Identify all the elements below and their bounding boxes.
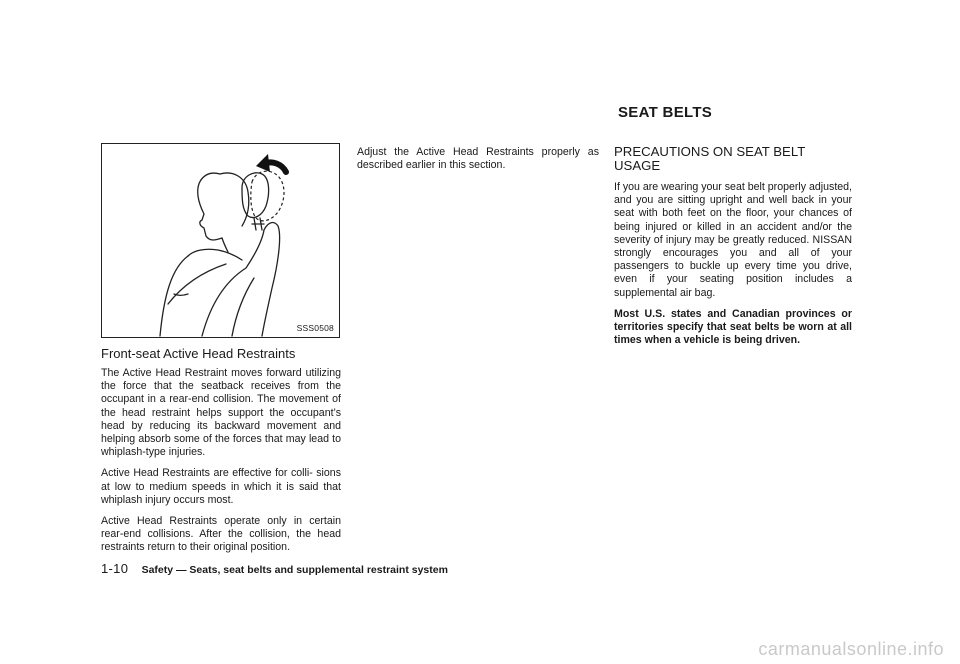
paragraph-2: Active Head Restraints are effective for colli- sions at low to medium speeds in which it is said that whiplash injury occurs most. [101,467,341,506]
section-title: SEAT BELTS [618,104,713,121]
subheading-active-head-restraints: Front-seat Active Head Restraints [101,346,296,361]
watermark: carmanualsonline.info [758,639,944,659]
left-column [101,346,341,563]
subheading-precautions: PRECAUTIONS ON SEAT BELT USAGE [614,144,806,173]
page-footer [101,561,448,576]
head-restraint-figure [101,143,340,338]
head-restraint-illustration [102,144,339,337]
seat-belt-paragraph: If you are wearing your seat belt properly adjusted, and you are sitting upright and well back in your seat with both feet on the floor, your chances of being injured or killed in an accident and/or the severity of injury may be greatly reduced. NISSAN strongly encourages you and all of your passengers to buckle up every time you drive, even if your seating position includes a supplemental air bag. [614,181,852,299]
page-number: 1-10 [101,561,129,576]
seat-belt-law-paragraph: Most U.S. states and Canadian provinces or territories specify that seat belts be worn at all times when a vehicle is being driven. [614,307,852,347]
right-column [614,145,852,355]
middle-column [357,146,599,180]
footer-section-title: Safety — Seats, seat belts and supplemental restraint system [141,564,448,576]
paragraph-1: The Active Head Restraint moves forward utilizing the force that the seatback receives from the occupant in a rear-end collision. The movement of the head restraint helps support the occupant’s head by reducing its backward movement and helping absorb some of the forces that may lead to whiplash-type injuries. [101,367,341,459]
paragraph-3: Active Head Restraints operate only in certain rear-end collisions. After the collision, the head restraints return to their original position. [101,515,341,554]
figure-code: SSS0508 [296,323,334,333]
adjust-paragraph: Adjust the Active Head Restraints properly as described earlier in this section. [357,146,599,172]
